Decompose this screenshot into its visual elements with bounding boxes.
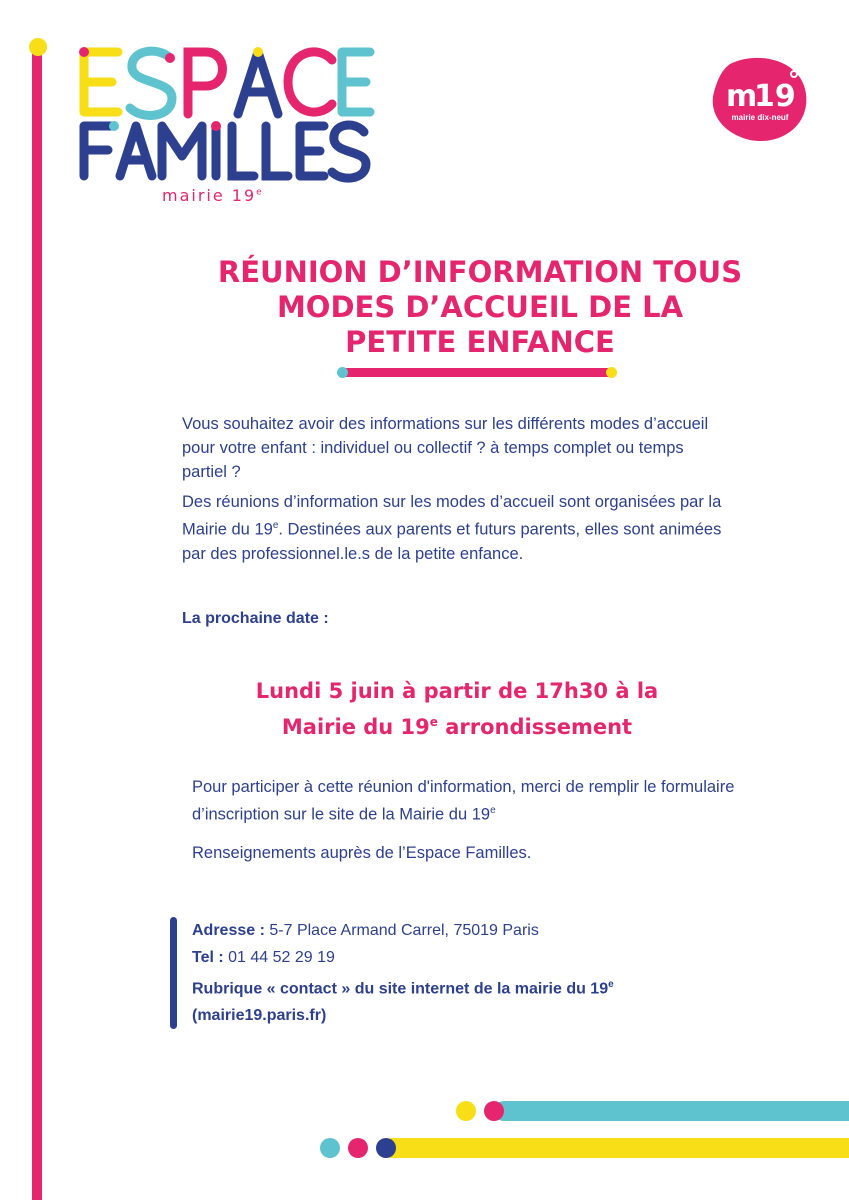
contact-accent-bar	[170, 917, 177, 1029]
event-line-1: Lundi 5 juin à partir de 17h30 à la	[255, 679, 659, 703]
participate-text: Pour participer à cette réunion d'information, merci de remplir le formulaire d’inscription sur le site de la Mairie du 19e	[192, 778, 735, 824]
badge-subtitle: mairie dix-neuf	[731, 113, 789, 122]
next-date-label: La prochaine date :	[182, 610, 329, 627]
renseignements-text: Renseignements auprès de l’Espace Familles.	[192, 844, 532, 862]
left-bar-dot	[29, 38, 47, 56]
page-title	[160, 255, 800, 360]
title-line: RÉUNION D’INFORMATION TOUS	[217, 255, 743, 289]
intro-text	[182, 412, 727, 572]
bottom-blue-dot	[376, 1138, 396, 1158]
bottom-pink-dot-2	[348, 1138, 368, 1158]
event-line-2: Mairie du 19e arrondissement	[281, 715, 633, 739]
title-line: MODES D’ACCUEIL DE LA	[276, 290, 684, 324]
bottom-yellow-dot	[456, 1101, 476, 1121]
logo-line2-familles	[84, 121, 366, 178]
title-underline-right-dot	[606, 367, 617, 378]
title-underline	[340, 368, 614, 377]
badge-19: 19	[754, 79, 796, 114]
intro-paragraph-2: Des réunions d’information sur les modes d’accueil sont organisées par la Mairie du 19e. Destinées aux parents et futurs parents, elles sont animées par des professionnel.le.s de la petite enfance.	[182, 493, 722, 563]
logo-line1-espace	[78, 42, 370, 128]
contact-address: Adresse : 5-7 Place Armand Carrel, 75019 Paris	[192, 922, 539, 939]
badge-m: m	[726, 79, 758, 114]
bottom-pink-dot	[484, 1101, 504, 1121]
contact-rubrique: Rubrique « contact » du site internet de la mairie du 19e	[192, 979, 614, 998]
contact-block	[192, 917, 792, 1029]
contact-website[interactable]: (mairie19.paris.fr)	[192, 1007, 327, 1025]
intro-paragraph-1: Vous souhaitez avoir des informations sur les différents modes d’accueil pour votre enfant : individuel ou collectif ? à temps complet ou temps partiel ?	[182, 415, 709, 481]
logo-subtitle: mairie 19e	[162, 186, 264, 205]
bottom-yellow-bar	[382, 1138, 849, 1158]
left-decorative-bar	[32, 46, 42, 1200]
contact-tel: Tel : 01 44 52 29 19	[192, 949, 335, 966]
title-line: PETITE ENFANCE	[345, 325, 615, 359]
bottom-cyan-bar	[494, 1101, 849, 1121]
title-underline-left-dot	[337, 367, 348, 378]
bottom-cyan-dot	[320, 1138, 340, 1158]
event-date	[160, 676, 754, 743]
mairie-19-badge	[710, 54, 810, 144]
